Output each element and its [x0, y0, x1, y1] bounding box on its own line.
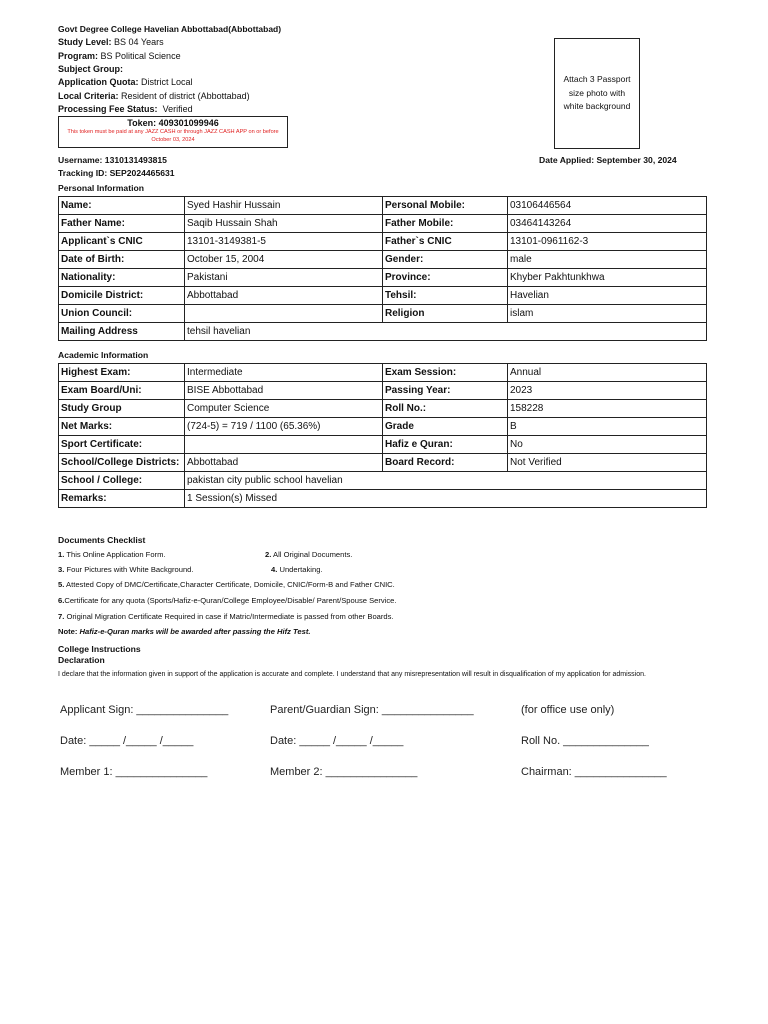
quota-label: Application Quota:: [58, 77, 139, 87]
checklist-item: [58, 612, 394, 621]
applicant-sign: Applicant Sign: _______________: [60, 704, 229, 716]
table-row: [59, 472, 707, 490]
personal-info-title: Personal Information: [58, 183, 144, 193]
cell-label: Date of Birth:: [59, 251, 185, 269]
item-text: Undertaking.: [279, 565, 323, 574]
application-quota: [58, 76, 193, 89]
date-applied: Date Applied: September 30, 2024: [539, 155, 677, 165]
checklist-title: Documents Checklist: [58, 535, 146, 545]
cell-label: Father`s CNIC: [383, 233, 508, 251]
checklist-item: [58, 550, 166, 559]
cell-label: Sport Certificate:: [59, 436, 185, 454]
program-label: Program:: [58, 50, 99, 61]
fee-status-value: Verified: [162, 104, 193, 114]
parent-sign: Parent/Guardian Sign: _______________: [270, 704, 474, 716]
program-value: BS Political Science: [100, 50, 181, 61]
cell-label: Passing Year:: [383, 382, 508, 400]
cell-label: Roll No.:: [383, 400, 508, 418]
table-row: [59, 269, 707, 287]
checklist-item: [58, 580, 395, 589]
cell-value: [185, 436, 383, 454]
office-use-label: (for office use only): [521, 704, 615, 716]
item-number: 3.: [58, 565, 65, 574]
quota-value: District Local: [141, 77, 193, 87]
token-line: [59, 118, 287, 128]
item-text: Attested Copy of DMC/Certificate,Character Certificate, Domicile, CNIC/Form-B and Father CNIC.: [66, 580, 395, 589]
checklist-item: [58, 596, 397, 605]
cell-label: Nationality:: [59, 269, 185, 287]
table-row: [59, 454, 707, 472]
cell-value: Khyber Pakhtunkhwa: [508, 269, 707, 287]
subject-group: [58, 63, 123, 76]
cell-label: Father Mobile:: [383, 215, 508, 233]
item-text: Certificate for any quota (Sports/Hafiz-e-Quran/College Employee/Disable/ Parent/Spouse Service.: [64, 596, 397, 605]
username: Username: 1310131493815: [58, 155, 167, 165]
item-text: Four Pictures with White Background.: [66, 565, 194, 574]
checklist-item: [58, 565, 194, 574]
note-label: Note:: [58, 627, 78, 636]
cell-value: Pakistani: [185, 269, 383, 287]
cell-value: Saqib Hussain Shah: [185, 215, 383, 233]
cell-value: 158228: [508, 400, 707, 418]
checklist-item: [271, 565, 323, 574]
table-row: [59, 364, 707, 382]
cell-label: Highest Exam:: [59, 364, 185, 382]
cell-value: No: [508, 436, 707, 454]
item-number: 7.: [58, 612, 65, 621]
fee-status-label: Processing Fee Status:: [58, 104, 158, 114]
cell-value: 2023: [508, 382, 707, 400]
academic-info-title: Academic Information: [58, 350, 149, 360]
cell-label: Exam Board/Uni:: [59, 382, 185, 400]
table-row: [59, 400, 707, 418]
cell-value: islam: [508, 305, 707, 323]
cell-label: Gender:: [383, 251, 508, 269]
cell-label: Grade: [383, 418, 508, 436]
cell-label: Remarks:: [59, 490, 185, 508]
local-criteria: [58, 90, 250, 103]
program: [58, 50, 181, 63]
cell-value: BISE Abbottabad: [185, 382, 383, 400]
cell-value: Intermediate: [185, 364, 383, 382]
cell-value: 13101-3149381-5: [185, 233, 383, 251]
token-label: Token:: [127, 118, 157, 128]
subject-group-label: Subject Group:: [58, 64, 123, 74]
cell-value: 13101-0961162-3: [508, 233, 707, 251]
item-number: 5.: [58, 580, 65, 589]
declaration-text: I declare that the information given in support of the application is accurate and complete. I understand that any misrepresentation will result in disqualification of my application for admission.: [58, 671, 646, 678]
remarks-value: 1 Session(s) Missed: [185, 490, 707, 508]
college-instructions-title: College Instructions: [58, 644, 141, 654]
table-row: [59, 305, 707, 323]
cell-value: Havelian: [508, 287, 707, 305]
cell-value: Computer Science: [185, 400, 383, 418]
table-row: [59, 418, 707, 436]
token-value: 409301099946: [158, 118, 219, 128]
cell-label: Religion: [383, 305, 508, 323]
table-row: [59, 233, 707, 251]
table-row: [59, 215, 707, 233]
cell-label: School/College Districts:: [59, 454, 185, 472]
token-box: [58, 116, 288, 148]
cell-label: Hafiz e Quran:: [383, 436, 508, 454]
cell-value: [185, 305, 383, 323]
tracking-id: Tracking ID: SEP2024465631: [58, 168, 175, 178]
member-1: Member 1: _______________: [60, 766, 208, 778]
table-row: [59, 251, 707, 269]
processing-fee-status: [58, 103, 193, 116]
item-number: 6.: [58, 596, 65, 605]
cell-label: Exam Session:: [383, 364, 508, 382]
cell-value: October 15, 2004: [185, 251, 383, 269]
cell-value: B: [508, 418, 707, 436]
table-row: [59, 323, 707, 341]
item-text: All Original Documents.: [273, 550, 353, 559]
cell-value: Not Verified: [508, 454, 707, 472]
cell-value: Annual: [508, 364, 707, 382]
checklist-note: [58, 627, 311, 636]
cell-value: Abbottabad: [185, 454, 383, 472]
cell-label: Net Marks:: [59, 418, 185, 436]
parent-date: Date: _____ /_____ /_____: [270, 735, 404, 747]
token-note: This token must be paid at any JAZZ CASH or through JAZZ CASH APP on or before October 03, 2024: [67, 129, 279, 143]
local-criteria-value: Resident of district (Abbottabad): [121, 90, 250, 101]
item-text: This Online Application Form.: [66, 550, 166, 559]
chairman: Chairman: _______________: [521, 766, 667, 778]
cell-label: Board Record:: [383, 454, 508, 472]
item-text: Original Migration Certificate Required in case if Matric/Intermediate is passed from other Boards.: [66, 612, 394, 621]
table-row: [59, 287, 707, 305]
table-row: [59, 436, 707, 454]
cell-label: School / College:: [59, 472, 185, 490]
academic-info-table: [58, 363, 707, 508]
school-value: pakistan city public school havelian: [185, 472, 707, 490]
note-text: Hafiz-e-Quran marks will be awarded after passing the Hifz Test.: [79, 627, 311, 636]
college-name: Govt Degree College Havelian Abbottabad(Abbottabad): [58, 24, 282, 34]
photo-placeholder: Attach 3 Passport size photo with white background: [554, 38, 640, 149]
applicant-date: Date: _____ /_____ /_____: [60, 735, 194, 747]
local-criteria-label: Local Criteria:: [58, 90, 119, 101]
item-number: 2.: [265, 550, 272, 559]
cell-label: Tehsil:: [383, 287, 508, 305]
table-row: [59, 490, 707, 508]
declaration-title: Declaration: [58, 655, 105, 665]
cell-label: Province:: [383, 269, 508, 287]
cell-value: Abbottabad: [185, 287, 383, 305]
roll-no: Roll No. ______________: [521, 735, 649, 747]
study-level-value: BS 04 Years: [114, 37, 164, 47]
mailing-address-value: tehsil havelian: [185, 323, 707, 341]
cell-label: Domicile District:: [59, 287, 185, 305]
cell-value: 03464143264: [508, 215, 707, 233]
cell-value: 03106446564: [508, 197, 707, 215]
cell-label: Applicant`s CNIC: [59, 233, 185, 251]
study-level-label: Study Level:: [58, 37, 112, 47]
cell-value: Syed Hashir Hussain: [185, 197, 383, 215]
cell-label: Father Name:: [59, 215, 185, 233]
item-number: 4.: [271, 565, 278, 574]
study-level: [58, 36, 164, 49]
item-number: 1.: [58, 550, 65, 559]
checklist-item: [265, 550, 352, 559]
personal-info-table: [58, 196, 707, 341]
cell-value: (724-5) = 719 / 1100 (65.36%): [185, 418, 383, 436]
table-row: [59, 382, 707, 400]
member-2: Member 2: _______________: [270, 766, 418, 778]
cell-label: Personal Mobile:: [383, 197, 508, 215]
cell-label: Study Group: [59, 400, 185, 418]
cell-label: Mailing Address: [59, 323, 185, 341]
cell-label: Name:: [59, 197, 185, 215]
table-row: [59, 197, 707, 215]
cell-label: Union Council:: [59, 305, 185, 323]
cell-value: male: [508, 251, 707, 269]
